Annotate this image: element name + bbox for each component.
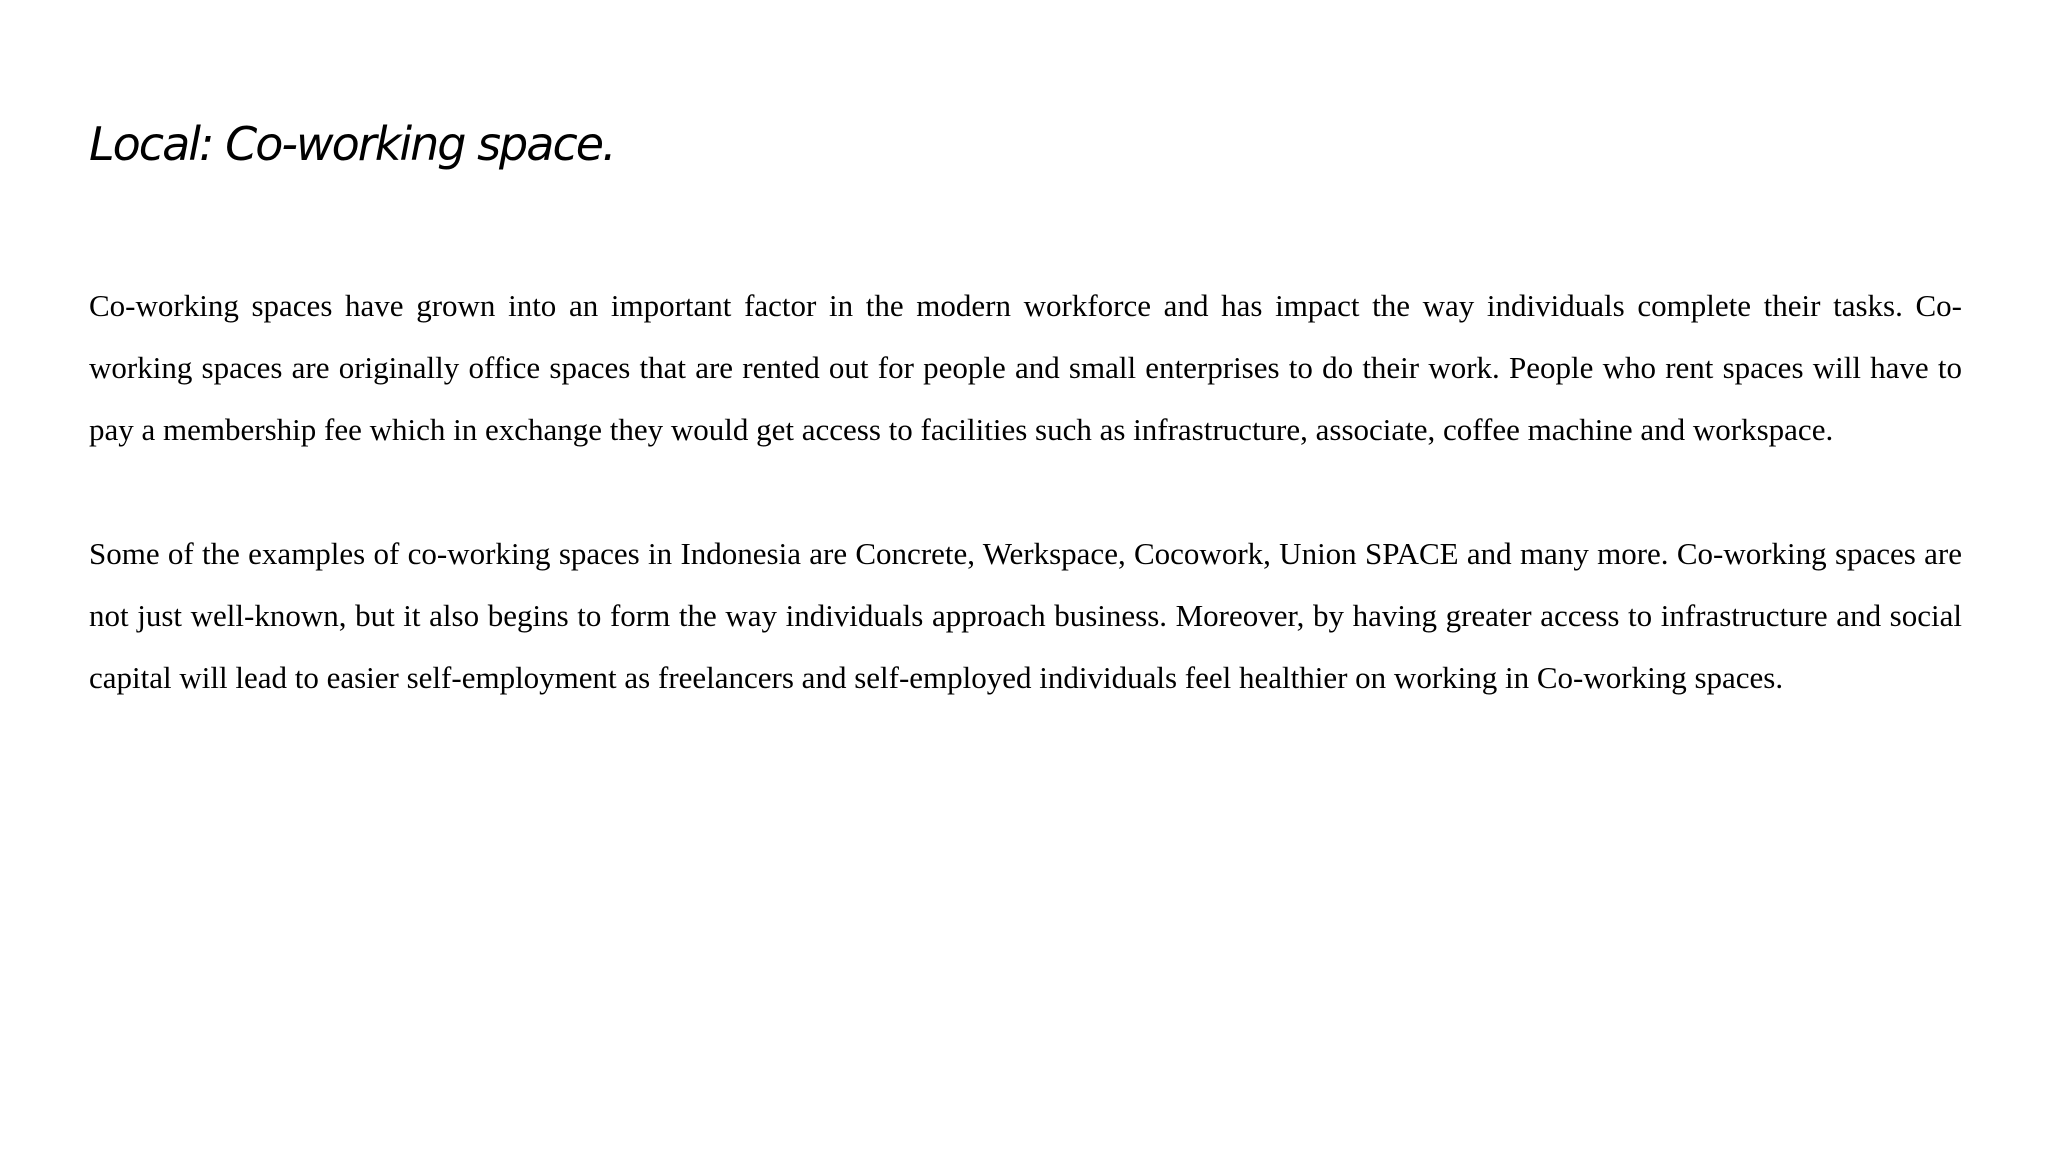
slide-body [89, 275, 1962, 709]
paragraph-coworking-examples: Some of the examples of co-working spaces in Indonesia are Concrete, Werkspace, Cocowork, Union SPACE and many more. Co-working spaces are not just well-known, but it also begins to form the way individuals approach business. Moreover, by having greater access to infrastructure and social capital will lead to easier self-employment as freelancers and self-employed individuals feel healthier on working in Co-working spaces. [89, 536, 1962, 695]
slide-title: Local: Co-working space. [89, 117, 615, 171]
paragraph-coworking-definition: Co-working spaces have grown into an important factor in the modern workforce and has impact the way individuals complete their tasks. Co-working spaces are originally office spaces that are rented out for people and small enterprises to do their work. People who rent spaces will have to pay a membership fee which in exchange they would get access to facilities such as infrastructure, associate, coffee machine and workspace. [89, 288, 1962, 447]
